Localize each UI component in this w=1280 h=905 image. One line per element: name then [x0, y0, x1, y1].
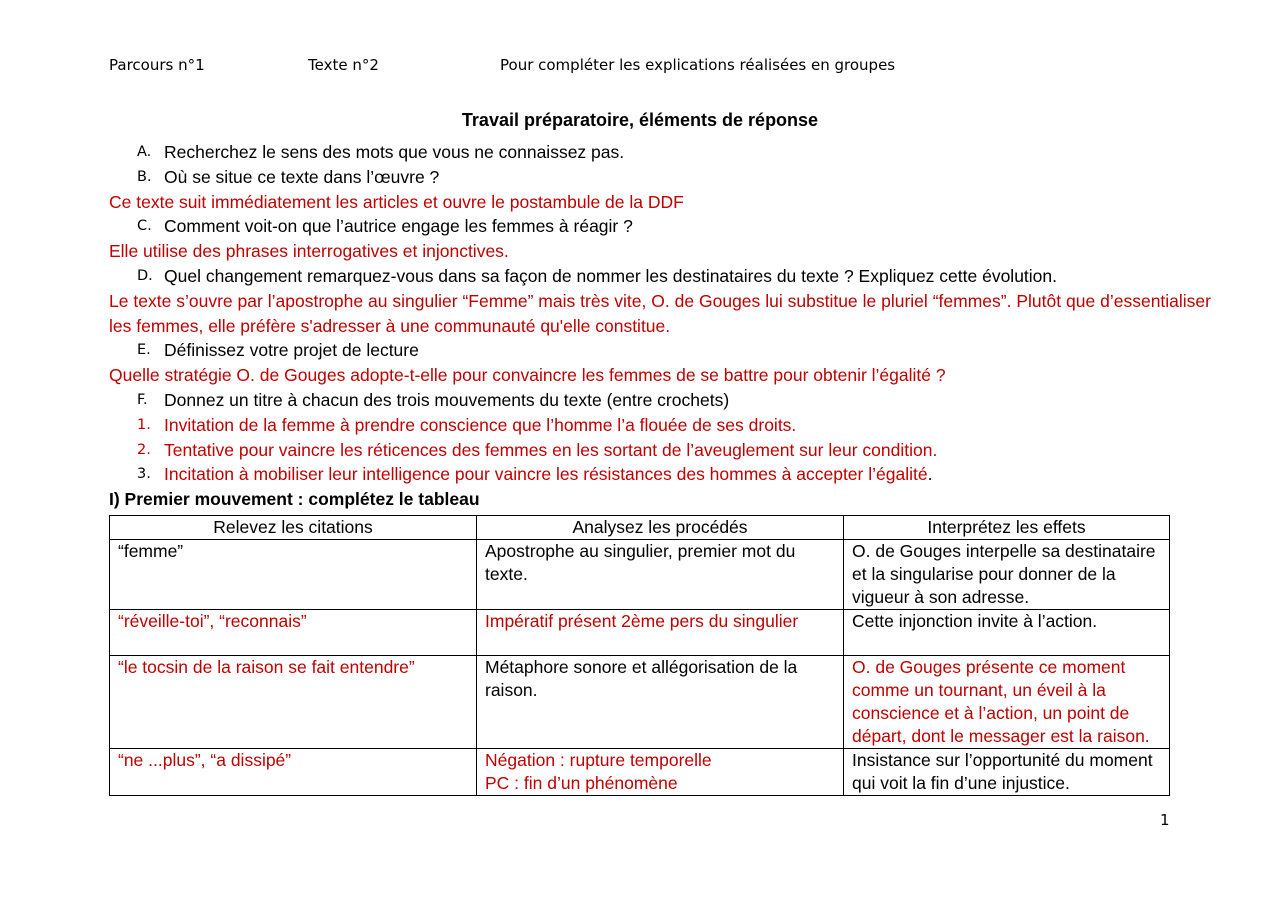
- cell-effet: O. de Gouges interpelle sa destinataire et la singularise pour donner de la vigueur à son adresse.: [844, 540, 1170, 610]
- movement-2: [109, 438, 1211, 463]
- question-d: [109, 264, 1211, 289]
- movement-text: Tentative pour vaincre les réticences des femmes en les sortant de l’aveuglement sur leur condition.: [164, 439, 938, 460]
- question-marker: E.: [137, 342, 151, 359]
- cell-procede: Impératif présent 2ème pers du singulier: [477, 610, 844, 656]
- movement-marker: 1.: [137, 416, 151, 433]
- table-row: [110, 749, 1170, 796]
- question-marker: D.: [137, 267, 153, 284]
- page-title: Travail préparatoire, éléments de réponse: [461, 110, 819, 130]
- question-marker: F.: [137, 391, 148, 408]
- answer-d: Le texte s’ouvre par l’apostrophe au singulier “Femme” mais très vite, O. de Gouges lui substitue le pluriel “femmes”. Plutôt que d’essentialiser les femmes, elle préfère s'adresser à une communauté qu'elle constitue.: [109, 290, 1211, 336]
- movement-marker: 3.: [137, 466, 151, 483]
- page-number: 1: [1160, 811, 1170, 829]
- question-marker: A.: [137, 144, 152, 160]
- analysis-table: [109, 515, 1170, 796]
- cell-citation: “réveille-toi”, “reconnais”: [110, 610, 477, 656]
- answer-e: Quelle stratégie O. de Gouges adopte-t-elle pour convaincre les femmes de se battre pour obtenir l’égalité ?: [109, 365, 946, 386]
- question-marker: C.: [137, 218, 152, 235]
- question-e: [109, 338, 1211, 363]
- question-marker: B.: [137, 168, 152, 185]
- table-row: [110, 656, 1170, 749]
- column-header-citations: Relevez les citations: [110, 516, 477, 540]
- question-text: Définissez votre projet de lecture: [164, 340, 419, 361]
- question-text: Quel changement remarquez-vous dans sa façon de nommer les destinataires du texte ? Expliquez cette évolution.: [164, 265, 1058, 286]
- movement-1: [109, 413, 1211, 438]
- table-header-row: [110, 516, 1170, 540]
- table-row: [110, 540, 1170, 610]
- document-body: [109, 140, 1211, 512]
- cell-effet: Cette injonction invite à l’action.: [844, 610, 1170, 656]
- header-parcours: Parcours n°1: [109, 56, 205, 74]
- movement-3: [109, 462, 1211, 487]
- cell-procede: Apostrophe au singulier, premier mot du texte.: [477, 540, 844, 610]
- section-title: I) Premier mouvement : complétez le tableau: [109, 489, 480, 510]
- question-text: Donnez un titre à chacun des trois mouvements du texte (entre crochets): [164, 389, 730, 410]
- movement-suffix: .: [927, 464, 933, 485]
- answer-c: Elle utilise des phrases interrogatives et injonctives.: [109, 241, 509, 262]
- cell-procede: [477, 749, 844, 796]
- question-b: [109, 165, 1211, 190]
- answer-b: Ce texte suit immédiatement les articles et ouvre le postambule de la DDF: [109, 191, 684, 212]
- column-header-effets: Interprétez les effets: [844, 516, 1170, 540]
- cell-citation: “le tocsin de la raison se fait entendre”: [110, 656, 477, 749]
- cell-procede-line: PC : fin d’un phénomène: [485, 773, 678, 793]
- cell-procede-line: Négation : rupture temporelle: [485, 750, 712, 770]
- movement-text: Incitation à mobiliser leur intelligence pour vaincre les résistances des hommes à accepter l’égalité: [164, 464, 928, 485]
- question-text: Où se situe ce texte dans l’œuvre ?: [164, 166, 440, 187]
- question-text: Recherchez le sens des mots que vous ne connaissez pas.: [164, 142, 625, 162]
- movement-marker: 2.: [137, 441, 151, 458]
- movement-text: Invitation de la femme à prendre conscience que l’homme l’a flouée de ses droits.: [164, 414, 797, 435]
- cell-citation: “femme”: [110, 540, 477, 610]
- header-complement: Pour compléter les explications réalisées en groupes: [500, 56, 896, 74]
- cell-effet: O. de Gouges présente ce moment comme un tournant, un éveil à la conscience et à l’action, un point de départ, dont le messager est la raison.: [844, 656, 1170, 749]
- cell-effet: Insistance sur l’opportunité du moment qui voit la fin d’une injustice.: [844, 749, 1170, 796]
- header-texte: Texte n°2: [308, 56, 379, 74]
- question-text: Comment voit-on que l’autrice engage les femmes à réagir ?: [164, 216, 633, 237]
- column-header-procedes: Analysez les procédés: [477, 516, 844, 540]
- question-c: [109, 214, 1211, 239]
- question-a: [109, 140, 1211, 165]
- table-row: [110, 610, 1170, 656]
- question-f: [109, 388, 1211, 413]
- cell-citation: “ne ...plus”, “a dissipé”: [110, 749, 477, 796]
- cell-procede: Métaphore sonore et allégorisation de la raison.: [477, 656, 844, 749]
